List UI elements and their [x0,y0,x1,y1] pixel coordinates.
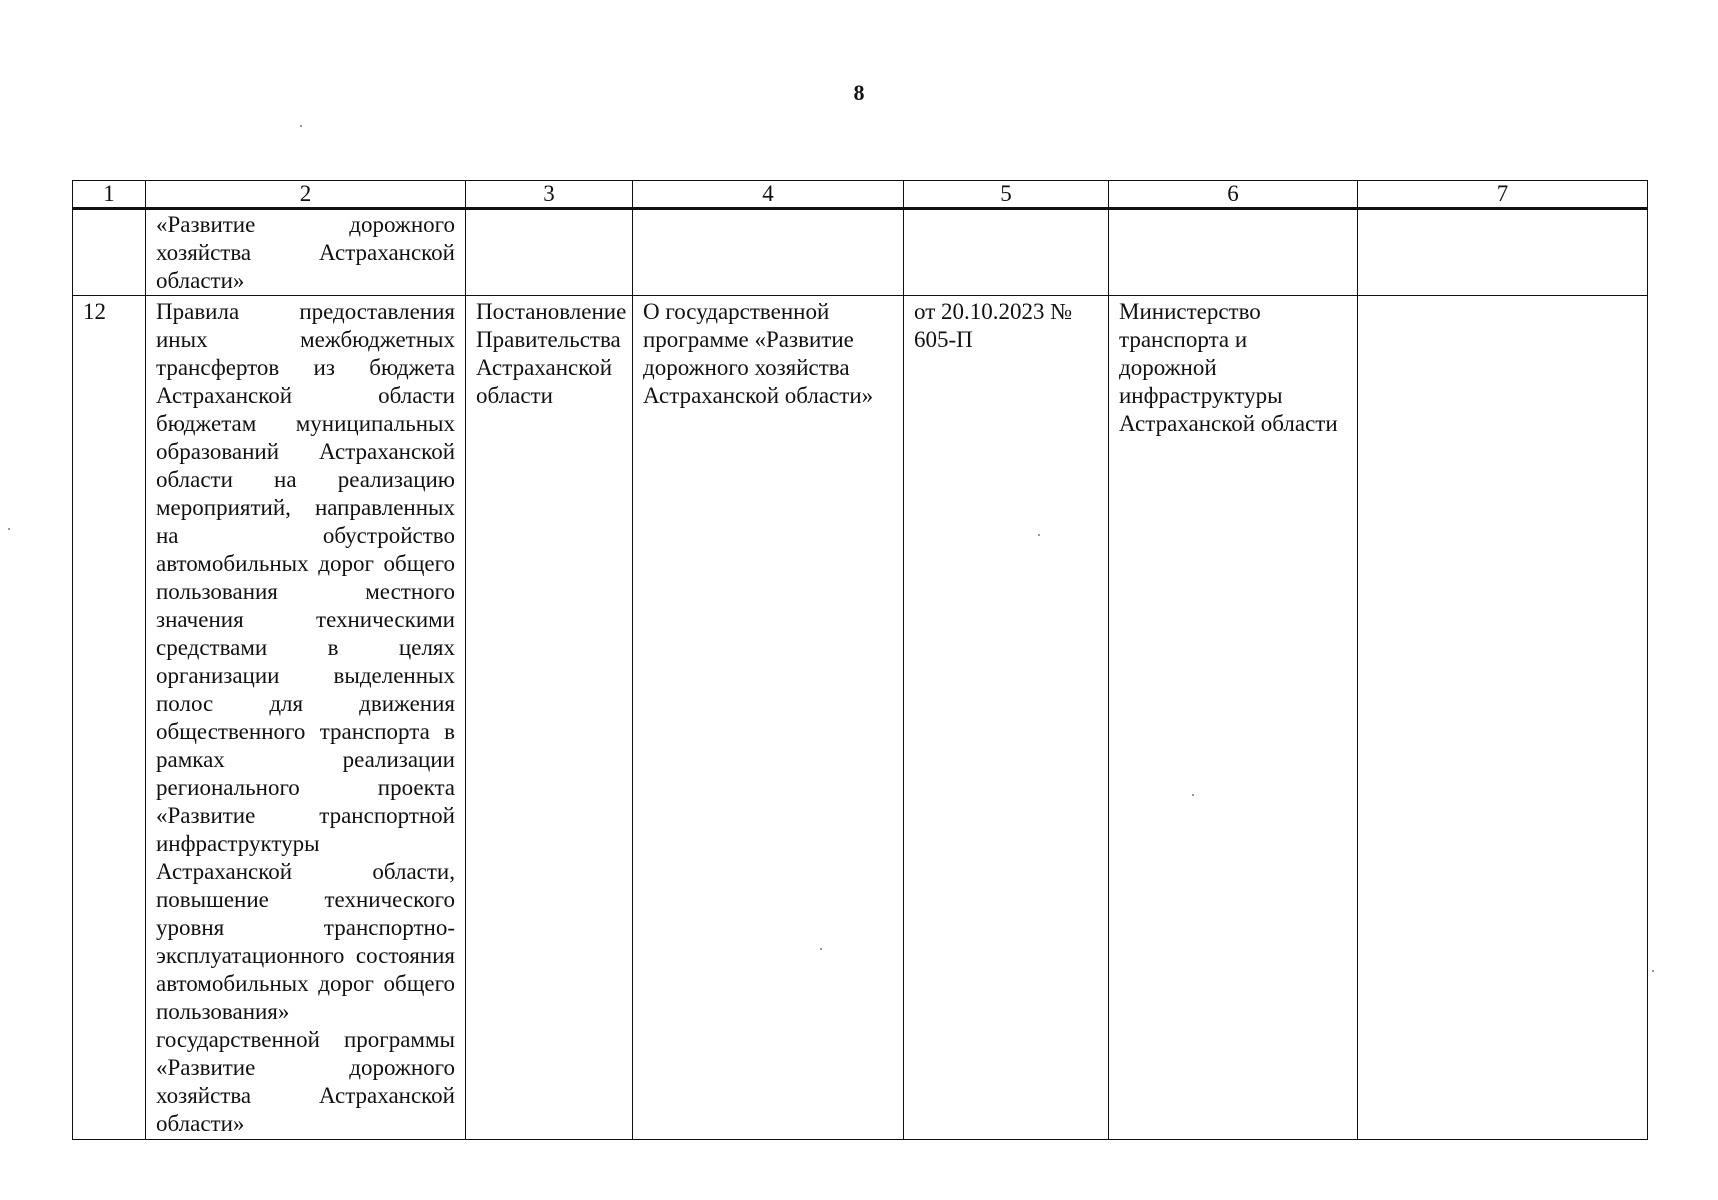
header-col-2: 2 [146,181,466,209]
table-row-12 [73,296,1648,1140]
cell-col7 [1358,296,1648,1140]
header-col-3: 3 [466,181,633,209]
page-number: 8 [853,80,865,105]
document-type: Постановление Правительства Астраханской области [466,296,633,1140]
table-header-row [73,181,1648,209]
cell-continuation-col7 [1358,209,1648,296]
scan-speck [1652,970,1654,972]
scan-speck [300,125,302,127]
header-col-4: 4 [633,181,904,209]
header-col-5: 5 [904,181,1109,209]
scan-speck [8,528,10,530]
document-date-number: от 20.10.2023 № 605-П [904,296,1109,1140]
header-col-1: 1 [73,181,146,209]
row-number: 12 [73,296,146,1140]
cell-continuation-col4 [633,209,904,296]
cell-continuation-col6 [1109,209,1358,296]
header-col-6: 6 [1109,181,1358,209]
scan-speck [820,948,822,950]
cell-continuation-col1 [73,209,146,296]
regulation-name: Правила предоставления иных межбюджетных трансфертов из бюджета Астраханской области бюджетам муниципальных образований Астраханской области на реализацию мероприятий, направленных на обустройство автомобильных дорог общего пользования местного значения техническими средствами в целях организации выделенных полос для движения общественного транспорта в рамках реализации регионального проекта «Развитие транспортной инфраструктуры Астраханской области, повышение технического уровня транспортно-эксплуатационного состояния автомобильных дорог общего пользования» государственной программы «Развитие дорожного хозяйства Астраханской области» [146,296,466,1140]
cell-continuation-col3 [466,209,633,296]
cell-continuation-name: «Развитие дорожного хозяйства Астраханской области» [146,209,466,296]
scan-speck [1038,534,1040,536]
document-title: О государственной программе «Развитие дорожного хозяйства Астраханской области» [633,296,904,1140]
table-row-continuation [73,209,1648,296]
cell-continuation-col5 [904,209,1109,296]
scan-speck [1192,794,1194,796]
document-table [72,180,1648,1140]
header-col-7: 7 [1358,181,1648,209]
responsible-ministry: Министерство транспорта и дорожной инфраструктуры Астраханской области [1109,296,1358,1140]
